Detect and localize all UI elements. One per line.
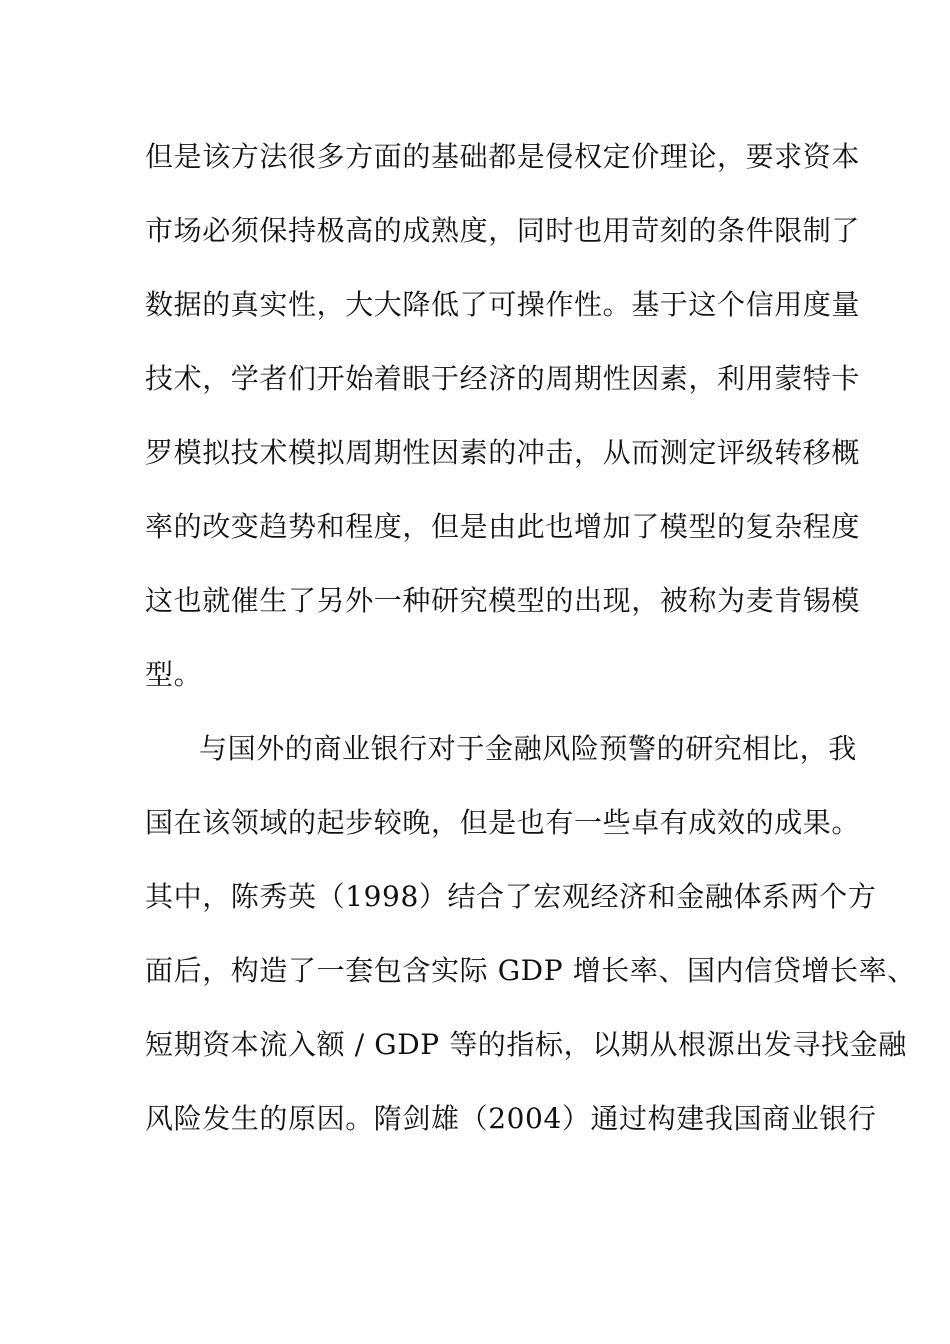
paragraph-1-line-4: 技术，学者们开始着眼于经济的周期性因素，利用蒙特卡	[145, 362, 861, 395]
paragraph-1-line-7: 这也就催生了另外一种研究模型的出现，被称为麦肯锡模	[145, 584, 861, 617]
paragraph-2-line-4: 面后，构造了一套包含实际 GDP 增长率、国内信贷增长率、	[145, 954, 916, 987]
paragraph-2-line-1: 与国外的商业银行对于金融风险预警的研究相比，我	[199, 732, 857, 765]
paragraph-2-line-6: 风险发生的原因。隋剑雄（2004）通过构建我国商业银行	[145, 1102, 877, 1135]
paragraph-2-line-5: 短期资本流入额 / GDP 等的指标，以期从根源出发寻找金融	[145, 1028, 907, 1061]
paragraph-2-line-2: 国在该领域的起步较晚，但是也有一些卓有成效的成果。	[145, 806, 861, 839]
paragraph-1-line-2: 市场必须保持极高的成熟度，同时也用苛刻的条件限制了	[145, 214, 861, 247]
paragraph-1-line-5: 罗模拟技术模拟周期性因素的冲击，从而测定评级转移概	[145, 436, 861, 469]
paragraph-2-line-3: 其中，陈秀英（1998）结合了宏观经济和金融体系两个方	[145, 880, 877, 913]
paragraph-1-line-6: 率的改变趋势和程度，但是由此也增加了模型的复杂程度	[145, 510, 861, 543]
paragraph-1-line-1: 但是该方法很多方面的基础都是侵权定价理论，要求资本	[145, 140, 861, 173]
paragraph-1-line-3: 数据的真实性，大大降低了可操作性。基于这个信用度量	[145, 288, 861, 321]
paragraph-1-line-8: 型。	[145, 658, 203, 691]
